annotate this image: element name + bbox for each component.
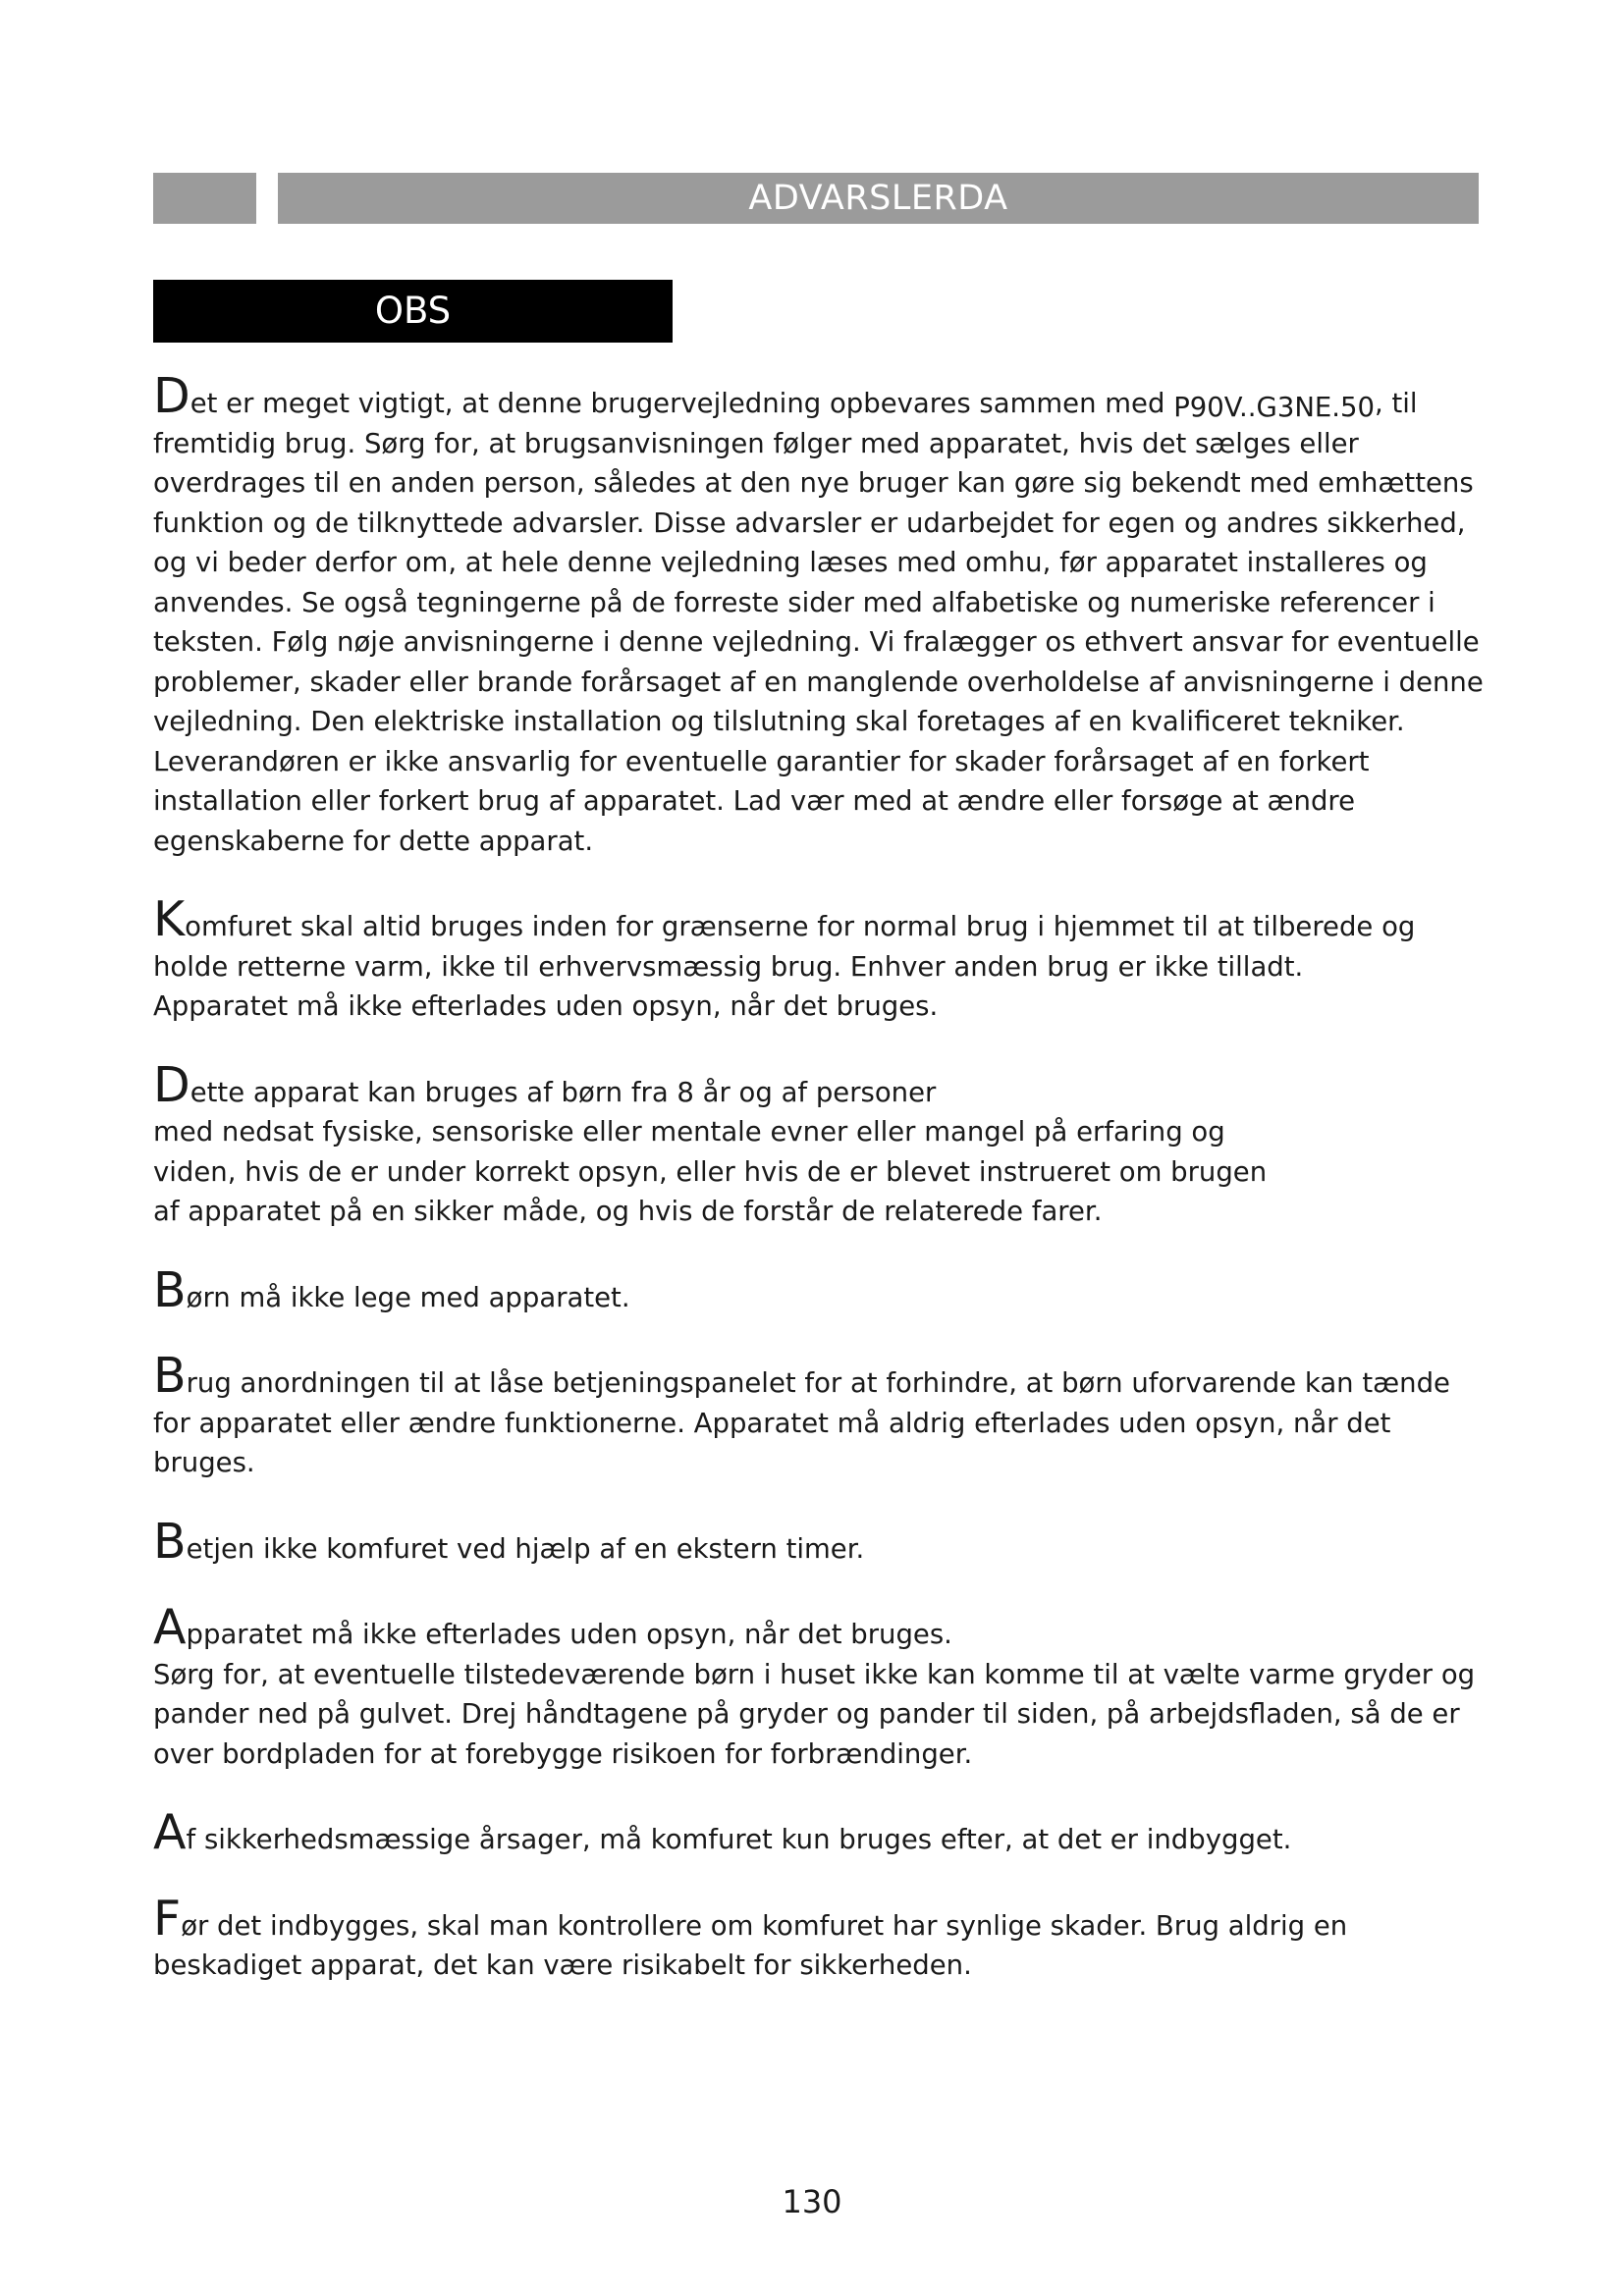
- warnings-body: [153, 368, 1487, 2025]
- paragraph-text: et er meget vigtigt, at denne brugervejledning opbevares sammen med: [189, 388, 1174, 419]
- paragraph-line: pparatet må ikke efterlades uden opsyn, når det bruges.: [186, 1619, 952, 1650]
- paragraph-usage: [153, 891, 1487, 1027]
- drop-cap: B: [153, 1261, 187, 1318]
- drop-cap: A: [153, 1804, 187, 1860]
- paragraph-line: med nedsat fysiske, sensoriske eller mentale evner eller mangel på erfaring og: [153, 1116, 1225, 1148]
- paragraph-text: Sørg for, at eventuelle tilstedeværende børn i huset ikke kan komme til at vælte varme gryder og pander ned på gulvet. Drej håndtagene på gryder og pander til siden, på arbejdsfladen, så de er over bordpladen for at forebygge risikoen for forbrændinger.: [153, 1658, 1476, 1770]
- paragraph-children: [153, 1056, 1487, 1232]
- paragraph-text: ør det indbygges, skal man kontrollere om komfuret har synlige skader. Brug aldrig en beskadiget apparat, det kan være risikabelt for sikkerheden.: [153, 1909, 1348, 1981]
- paragraph-text: omfuret skal altid bruges inden for grænserne for normal brug i hjemmet til at tilberede og holde retterne varm, ikke til erhvervsmæssig brug. Enhver anden brug er ikke tilladt.: [153, 911, 1416, 983]
- paragraph-text: rug anordningen til at låse betjeningspanelet for at forhindre, at børn uforvarende kan tænde for apparatet eller ændre funktionerne. Apparatet må aldrig efterlades uden opsyn, når det bruges.: [153, 1367, 1450, 1478]
- section-title: ADVARSLERDA: [748, 179, 1008, 218]
- paragraph-line: ette apparat kan bruges af børn fra 8 år og af personer: [189, 1076, 937, 1108]
- drop-cap: D: [153, 1056, 190, 1113]
- paragraph-no-play: [153, 1261, 1487, 1318]
- drop-cap: B: [153, 1513, 187, 1570]
- drop-cap: A: [153, 1599, 187, 1655]
- notice-banner: [153, 280, 673, 343]
- paragraph-text: , til fremtidig brug. Sørg for, at brugsanvisningen følger med apparatet, hvis det sælges eller overdrages til en anden person, således at den nye bruger kan gøre sig bekendt med emhættens funktion og de tilknyttede advarsler. Disse advarsler er udarbejdet for egen og andres sikkerhed, og vi beder derfor om, at hele denne vejledning læses med omhu, før apparatet installeres og anvendes. Se også tegningerne på de forreste sider med alfabetiske og numeriske referencer i teksten. Følg nøje anvisningerne i denne vejledning. Vi fralægger os ethvert ansvar for eventuelle problemer, skader eller brande forårsaget af en manglende overholdelse af anvisningerne i denne vejledning. Den elektriske installation og tilslutning skal foretages af en kvalificeret tekniker. Leverandøren er ikke ansvarlig for eventuelle garantier for skader forårsaget af en forkert installation eller forkert brug af apparatet. Lad vær med at ændre eller forsøge at ændre egenskaberne for dette apparat.: [153, 388, 1484, 857]
- section-header: [278, 173, 1479, 224]
- paragraph-built-in: [153, 1804, 1487, 1860]
- paragraph-supervision: [153, 1599, 1487, 1774]
- drop-cap: D: [153, 368, 190, 424]
- header-block-left: [153, 173, 256, 224]
- model-number: P90V..G3NE.50: [1173, 392, 1376, 423]
- paragraph-text: etjen ikke komfuret ved hjælp af en ekstern timer.: [186, 1532, 865, 1565]
- notice-label: OBS: [374, 290, 452, 332]
- drop-cap: F: [153, 1890, 182, 1947]
- paragraph-lock: [153, 1348, 1487, 1483]
- drop-cap: K: [153, 891, 186, 947]
- paragraph-text: ørn må ikke lege med apparatet.: [186, 1281, 630, 1313]
- page-number: 130: [782, 2183, 842, 2220]
- paragraph-line: Apparatet må ikke efterlades uden opsyn, når det bruges.: [153, 990, 939, 1022]
- paragraph-damage-check: [153, 1890, 1487, 1986]
- paragraph-text: f sikkerhedsmæssige årsager, må komfuret kun bruges efter, at det er indbygget.: [186, 1824, 1292, 1855]
- paragraph-line: viden, hvis de er under korrekt opsyn, eller hvis de er blevet instrueret om brugen: [153, 1155, 1268, 1188]
- paragraph-intro: [153, 368, 1487, 861]
- paragraph-line: af apparatet på en sikker måde, og hvis de forstår de relaterede farer.: [153, 1196, 1103, 1227]
- drop-cap: B: [153, 1348, 187, 1404]
- paragraph-timer: [153, 1513, 1487, 1570]
